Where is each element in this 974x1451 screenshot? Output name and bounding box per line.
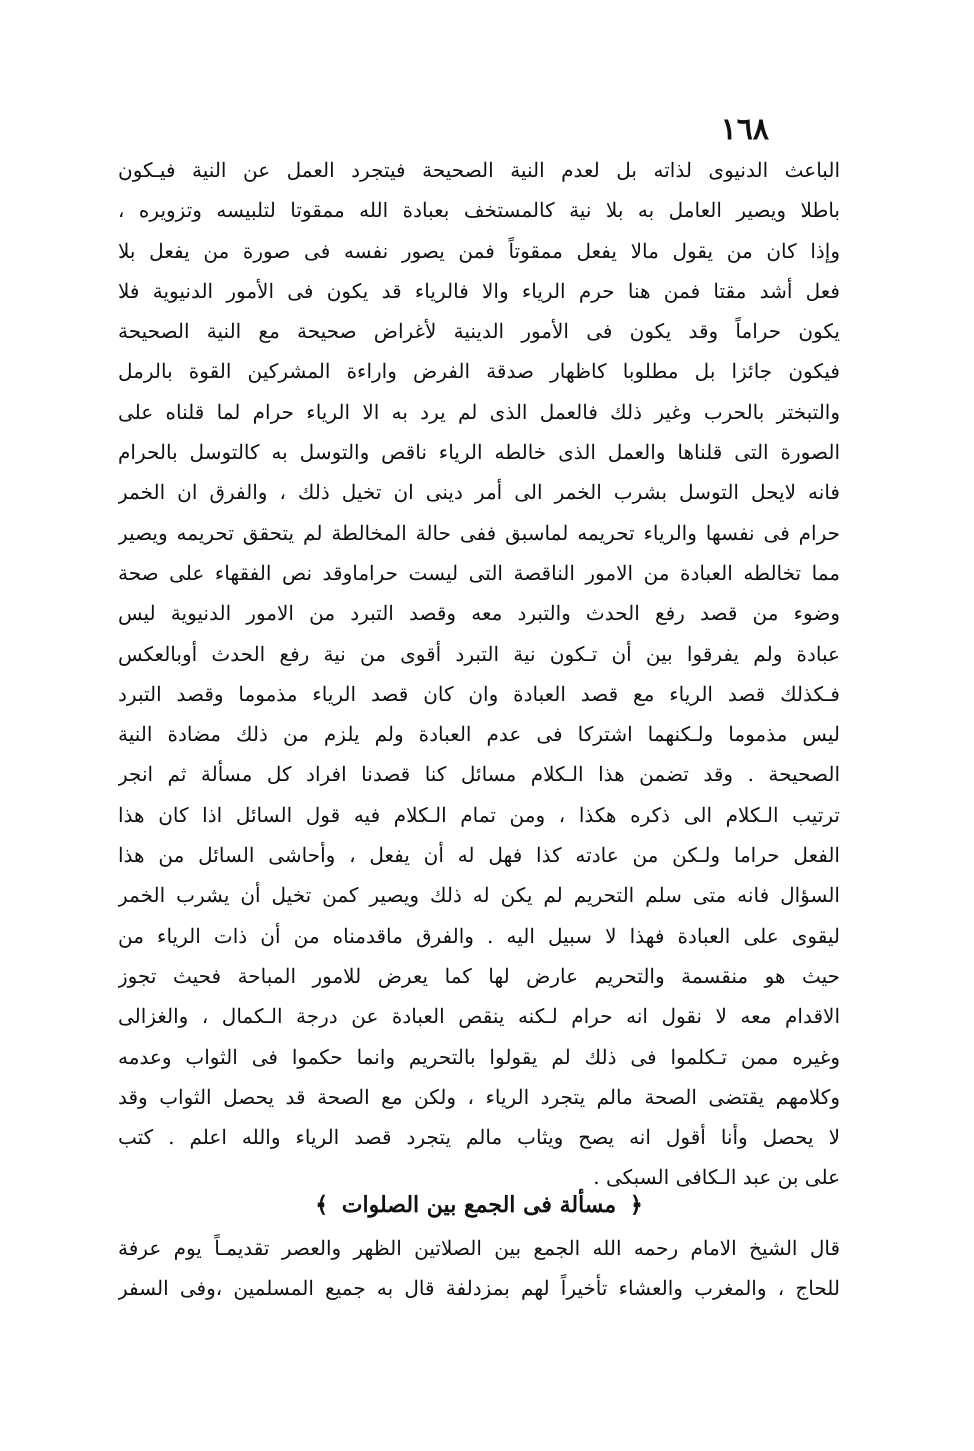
text-line: للحاج ، والمغرب والعشاء تأخيراً لهم بمزدلفة قال به جميع المسلمين ،وفى السفر <box>118 1276 840 1301</box>
text-line: لا يحصل وأنا أقول انه يصح ويثاب مالم يتجرد قصد الرياء والله اعلم . كتب <box>118 1125 840 1150</box>
text-line: ليس مذموما ولـكنهما اشتركا فى عدم العبادة ولم يلزم من ذلك مضادة النية <box>118 722 840 747</box>
text-line: على بن عبد الـكافى السبكى . <box>593 1165 840 1190</box>
text-line: وإذا كان من يقول مالا يفعل ممقوتاً فمن يصور نفسه فى صورة من يفعل بلا <box>118 238 840 263</box>
text-line: الفعل حراما ولـكن من عادته كذا فهل له أن يفعل ، وأحاشى السائل من هذا <box>118 843 840 868</box>
text-line: فـكذلك قصد الرياء مع قصد العبادة وان كان قصد الرياء مذموما وقصد التبرد <box>118 681 840 706</box>
text-line: يكون حراماً وقد يكون فى الأمور الدينية لأغراض صحيحة مع النية الصحيحة <box>118 319 840 344</box>
text-line: عبادة ولم يفرقوا بين أن تـكون نية التبرد أقوى من نية رفع الحدث أوبالعكس <box>118 641 840 666</box>
text-line: الباعث الدنيوى لذاته بل لعدم النية الصحيحة فيتجرد العمل عن النية فيـكون <box>118 158 840 182</box>
text-line: ترتيب الـكلام الى ذكره هكذا ، ومن تمام الـكلام فيه قول السائل اذا كان هذا <box>118 802 840 827</box>
text-line: باطلا ويصير العامل به بلا نية كالمستخف بعبادة الله ممقوتا لتلبيسه وتزويره ، <box>118 198 840 223</box>
text-line: وغيره ممن تـكلموا فى ذلك لم يقولوا بالتحريم وانما حكموا فى الثواب وعدمه <box>118 1044 840 1069</box>
text-line: السؤال فانه متى سلم التحريم لم يكن له ذلك ويصير كمن تخيل أن يشرب الخمر <box>118 883 840 908</box>
page-number: ١٦٨ <box>720 112 769 147</box>
section-heading-title: مسألة فى الجمع بين الصلوات <box>341 1192 617 1218</box>
text-line: فعل أشد مقتا فمن هنا حرم الرياء والا فالرياء قد يكون فى الأمور الدنيوية فلا <box>118 278 840 303</box>
text-line: الصورة التى قلناها والعمل الذى خالطه الرياء ناقص والتوسل به كالتوسل بالحرام <box>118 440 840 465</box>
text-line: فيكون جائزا بل مطلوبا كاظهار صدقة الفرض واراءة المشركين القوة بالرمل <box>118 359 840 384</box>
body-text <box>118 150 840 1198</box>
text-line: مما تخالطه العبادة من الامور الناقصة التى ليست حراماوقد نص الفقهاء على صحة <box>118 560 840 585</box>
text-line: وكلامهم يقتضى الصحة مالم يتجرد الرياء ، ولكن مع الصحة قد يحصل الثواب وقد <box>118 1084 840 1109</box>
text-line: ليقوى على العبادة فهذا لا سبيل اليه . والفرق ماقدمناه من أن ذات الرياء من <box>118 923 840 948</box>
ornament-bracket-left: ﴾ <box>315 1192 329 1218</box>
section-text <box>118 1228 840 1309</box>
section-heading <box>118 1185 840 1225</box>
ornament-bracket-right: ﴿ <box>629 1192 643 1218</box>
text-line: الاقدام معه لا نقول انه حرام لـكنه ينقص العبادة عن درجة الـكمال ، والغزالى <box>118 1004 840 1029</box>
text-line: وضوء من قصد رفع الحدث والتبرد معه وقصد التبرد من الامور الدنيوية ليس <box>118 601 840 626</box>
text-line: والتبختر بالحرب وغير ذلك فالعمل الذى لم يرد به الا الرياء حرام لما قلناه على <box>118 399 840 424</box>
text-line: فانه لايحل التوسل بشرب الخمر الى أمر دينى ان تخيل ذلك ، والفرق ان الخمر <box>118 480 840 505</box>
text-line: حيث هو منقسمة والتحريم عارض لها كما يعرض للامور المباحة فحيث تجوز <box>118 963 840 988</box>
text-line: الصحيحة . وقد تضمن هذا الـكلام مسائل كنا قصدنا افراد كل مسألة ثم انجر <box>118 762 840 787</box>
text-line: قال الشيخ الامام رحمه الله الجمع بين الصلاتين الظهر والعصر تقديمـاً يوم عرفة <box>118 1236 840 1260</box>
text-line: حرام فى نفسها والرياء تحريمه لماسبق ففى حالة المخالطة لم يتحقق تحريمه ويصير <box>118 520 840 545</box>
